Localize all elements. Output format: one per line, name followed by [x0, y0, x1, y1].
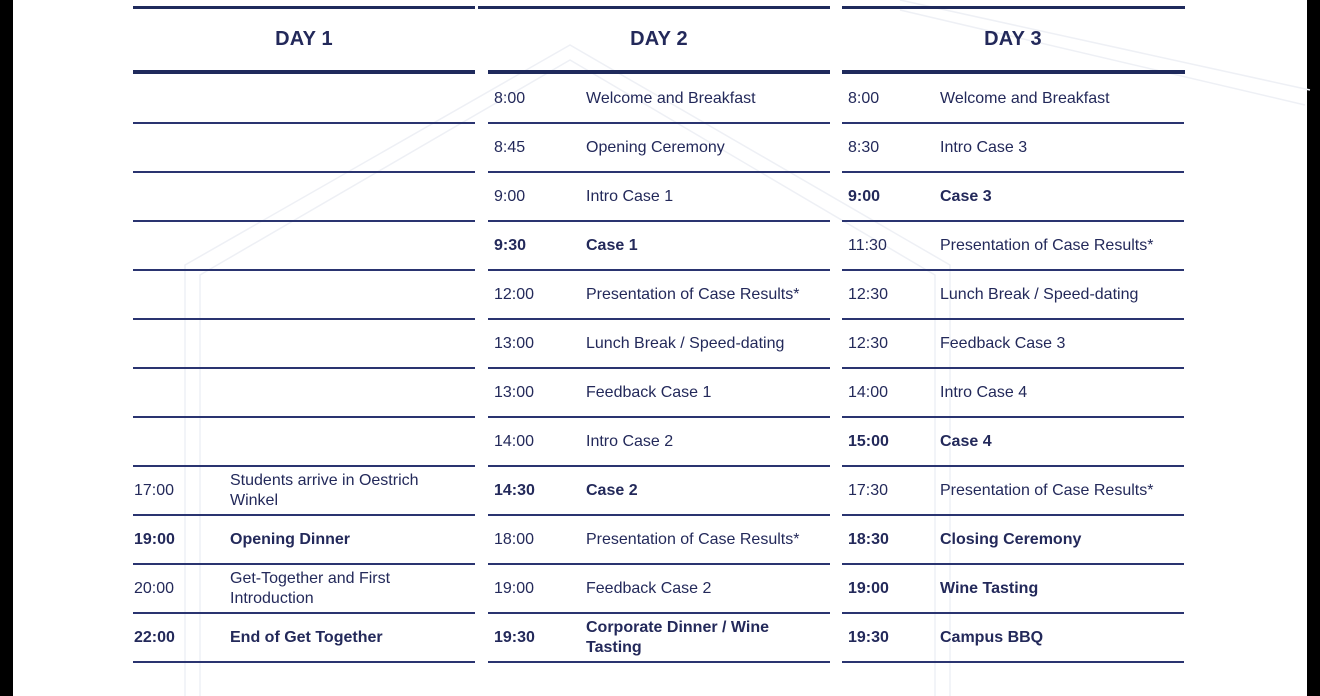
schedule-row: [133, 565, 475, 614]
schedule-row: [488, 467, 830, 516]
day-2-header: DAY 2: [630, 28, 688, 50]
event-name: Case 4: [940, 432, 992, 450]
event-name: Opening Dinner: [230, 530, 350, 548]
top-rule-day-1: [133, 6, 475, 9]
event-time: 14:00: [848, 383, 889, 401]
schedule-row: [488, 124, 830, 173]
event-name: Presentation of Case Results*: [940, 236, 1154, 254]
header-rule-day-1: [133, 70, 475, 74]
schedule-row: [842, 75, 1184, 124]
schedule-row: [488, 222, 830, 271]
schedule-row: [133, 75, 475, 124]
schedule-row: [488, 271, 830, 320]
schedule-row: [842, 369, 1184, 418]
event-name: Case 3: [940, 187, 992, 205]
event-time: 19:00: [494, 579, 535, 597]
schedule-row: [133, 369, 475, 418]
schedule-row: [133, 222, 475, 271]
event-time: 9:00: [494, 187, 526, 205]
event-name: Lunch Break / Speed-dating: [940, 285, 1139, 303]
event-name: Presentation of Case Results*: [586, 530, 800, 548]
event-name: Presentation of Case Results*: [586, 285, 800, 303]
event-name: [230, 418, 460, 465]
schedule-row: [133, 614, 475, 663]
event-name: [230, 173, 460, 220]
event-name: Case 1: [586, 236, 638, 254]
schedule-row: [133, 173, 475, 222]
schedule-row: [133, 516, 475, 565]
event-name: Case 2: [586, 481, 638, 499]
event-name: [230, 124, 460, 171]
event-time: 19:00: [848, 579, 889, 597]
day-3-schedule: [842, 75, 1184, 663]
event-time: 9:30: [494, 236, 527, 254]
schedule-row: [133, 418, 475, 467]
header-rule-day-3: [842, 70, 1185, 74]
schedule-row: [488, 614, 830, 663]
event-name: Closing Ceremony: [940, 530, 1082, 548]
schedule-row: [842, 565, 1184, 614]
schedule-row: [842, 173, 1184, 222]
event-name: [230, 222, 460, 269]
event-time: 9:00: [848, 187, 881, 205]
schedule-row: [842, 124, 1184, 173]
schedule-row: [133, 271, 475, 320]
schedule-row: [842, 467, 1184, 516]
event-name: Intro Case 2: [586, 432, 674, 450]
schedule-row: [488, 565, 830, 614]
event-name: [230, 369, 460, 416]
event-time: 18:00: [494, 530, 535, 548]
event-name: Campus BBQ: [940, 628, 1044, 646]
event-time: 19:30: [494, 628, 535, 646]
schedule-row: [842, 222, 1184, 271]
schedule-row: [133, 467, 475, 516]
schedule-row: [842, 418, 1184, 467]
event-name: Lunch Break / Speed-dating: [586, 334, 785, 352]
event-name: Intro Case 1: [586, 187, 674, 205]
schedule-row: [488, 173, 830, 222]
event-name: Intro Case 3: [940, 138, 1028, 156]
day-3-header: DAY 3: [984, 28, 1042, 50]
schedule-row: [488, 75, 830, 124]
event-time: 8:30: [848, 138, 880, 156]
event-time: 12:30: [848, 334, 889, 352]
schedule-row: [488, 418, 830, 467]
event-time: 19:00: [134, 530, 175, 548]
day-1-schedule: [133, 75, 475, 663]
event-time: 14:30: [494, 481, 535, 499]
event-name: Intro Case 4: [940, 383, 1028, 401]
event-name: Welcome and Breakfast: [940, 89, 1110, 107]
day-1-header: DAY 1: [275, 28, 333, 50]
schedule-row: [842, 320, 1184, 369]
event-time: 14:00: [494, 432, 535, 450]
event-time: 17:30: [848, 481, 889, 499]
event-time: 11:30: [848, 236, 887, 254]
top-rule-day-2: [478, 6, 830, 9]
event-time: 15:00: [848, 432, 889, 450]
event-name: Presentation of Case Results*: [940, 481, 1154, 499]
event-name: Corporate Dinner / Wine Tasting: [586, 618, 769, 656]
event-name: Students arrive in Oestrich Winkel: [230, 471, 419, 509]
event-time: 13:00: [494, 334, 535, 352]
event-name: [230, 271, 460, 318]
header-rule-day-2: [488, 70, 830, 74]
event-time: 17:00: [134, 481, 175, 499]
schedule-row: [133, 124, 475, 173]
event-name: Feedback Case 2: [586, 579, 712, 597]
schedule-row: [842, 271, 1184, 320]
event-time: 20:00: [134, 579, 175, 597]
day-2-schedule: [488, 75, 830, 663]
schedule-row: [488, 320, 830, 369]
event-time: 8:00: [848, 89, 880, 107]
event-name: Feedback Case 3: [940, 334, 1066, 352]
event-name: Opening Ceremony: [586, 138, 725, 156]
event-name: Welcome and Breakfast: [586, 89, 756, 107]
event-name: Feedback Case 1: [586, 383, 712, 401]
event-time: 12:00: [494, 285, 535, 303]
schedule-row: [488, 369, 830, 418]
top-rule-day-3: [842, 6, 1185, 9]
event-name: [230, 320, 460, 367]
event-name: End of Get Together: [230, 628, 383, 646]
event-name: Get-Together and First Introduction: [230, 569, 391, 607]
event-time: 19:30: [848, 628, 889, 646]
schedule-row: [133, 320, 475, 369]
schedule-row: [842, 614, 1184, 663]
event-name: [230, 75, 460, 122]
event-time: 12:30: [848, 285, 889, 303]
event-time: 8:00: [494, 89, 526, 107]
schedule-row: [842, 516, 1184, 565]
event-time: 8:45: [494, 138, 526, 156]
event-time: 22:00: [134, 628, 175, 646]
event-time: 18:30: [848, 530, 889, 548]
event-name: Wine Tasting: [940, 579, 1039, 597]
event-time: 13:00: [494, 383, 535, 401]
schedule-row: [488, 516, 830, 565]
